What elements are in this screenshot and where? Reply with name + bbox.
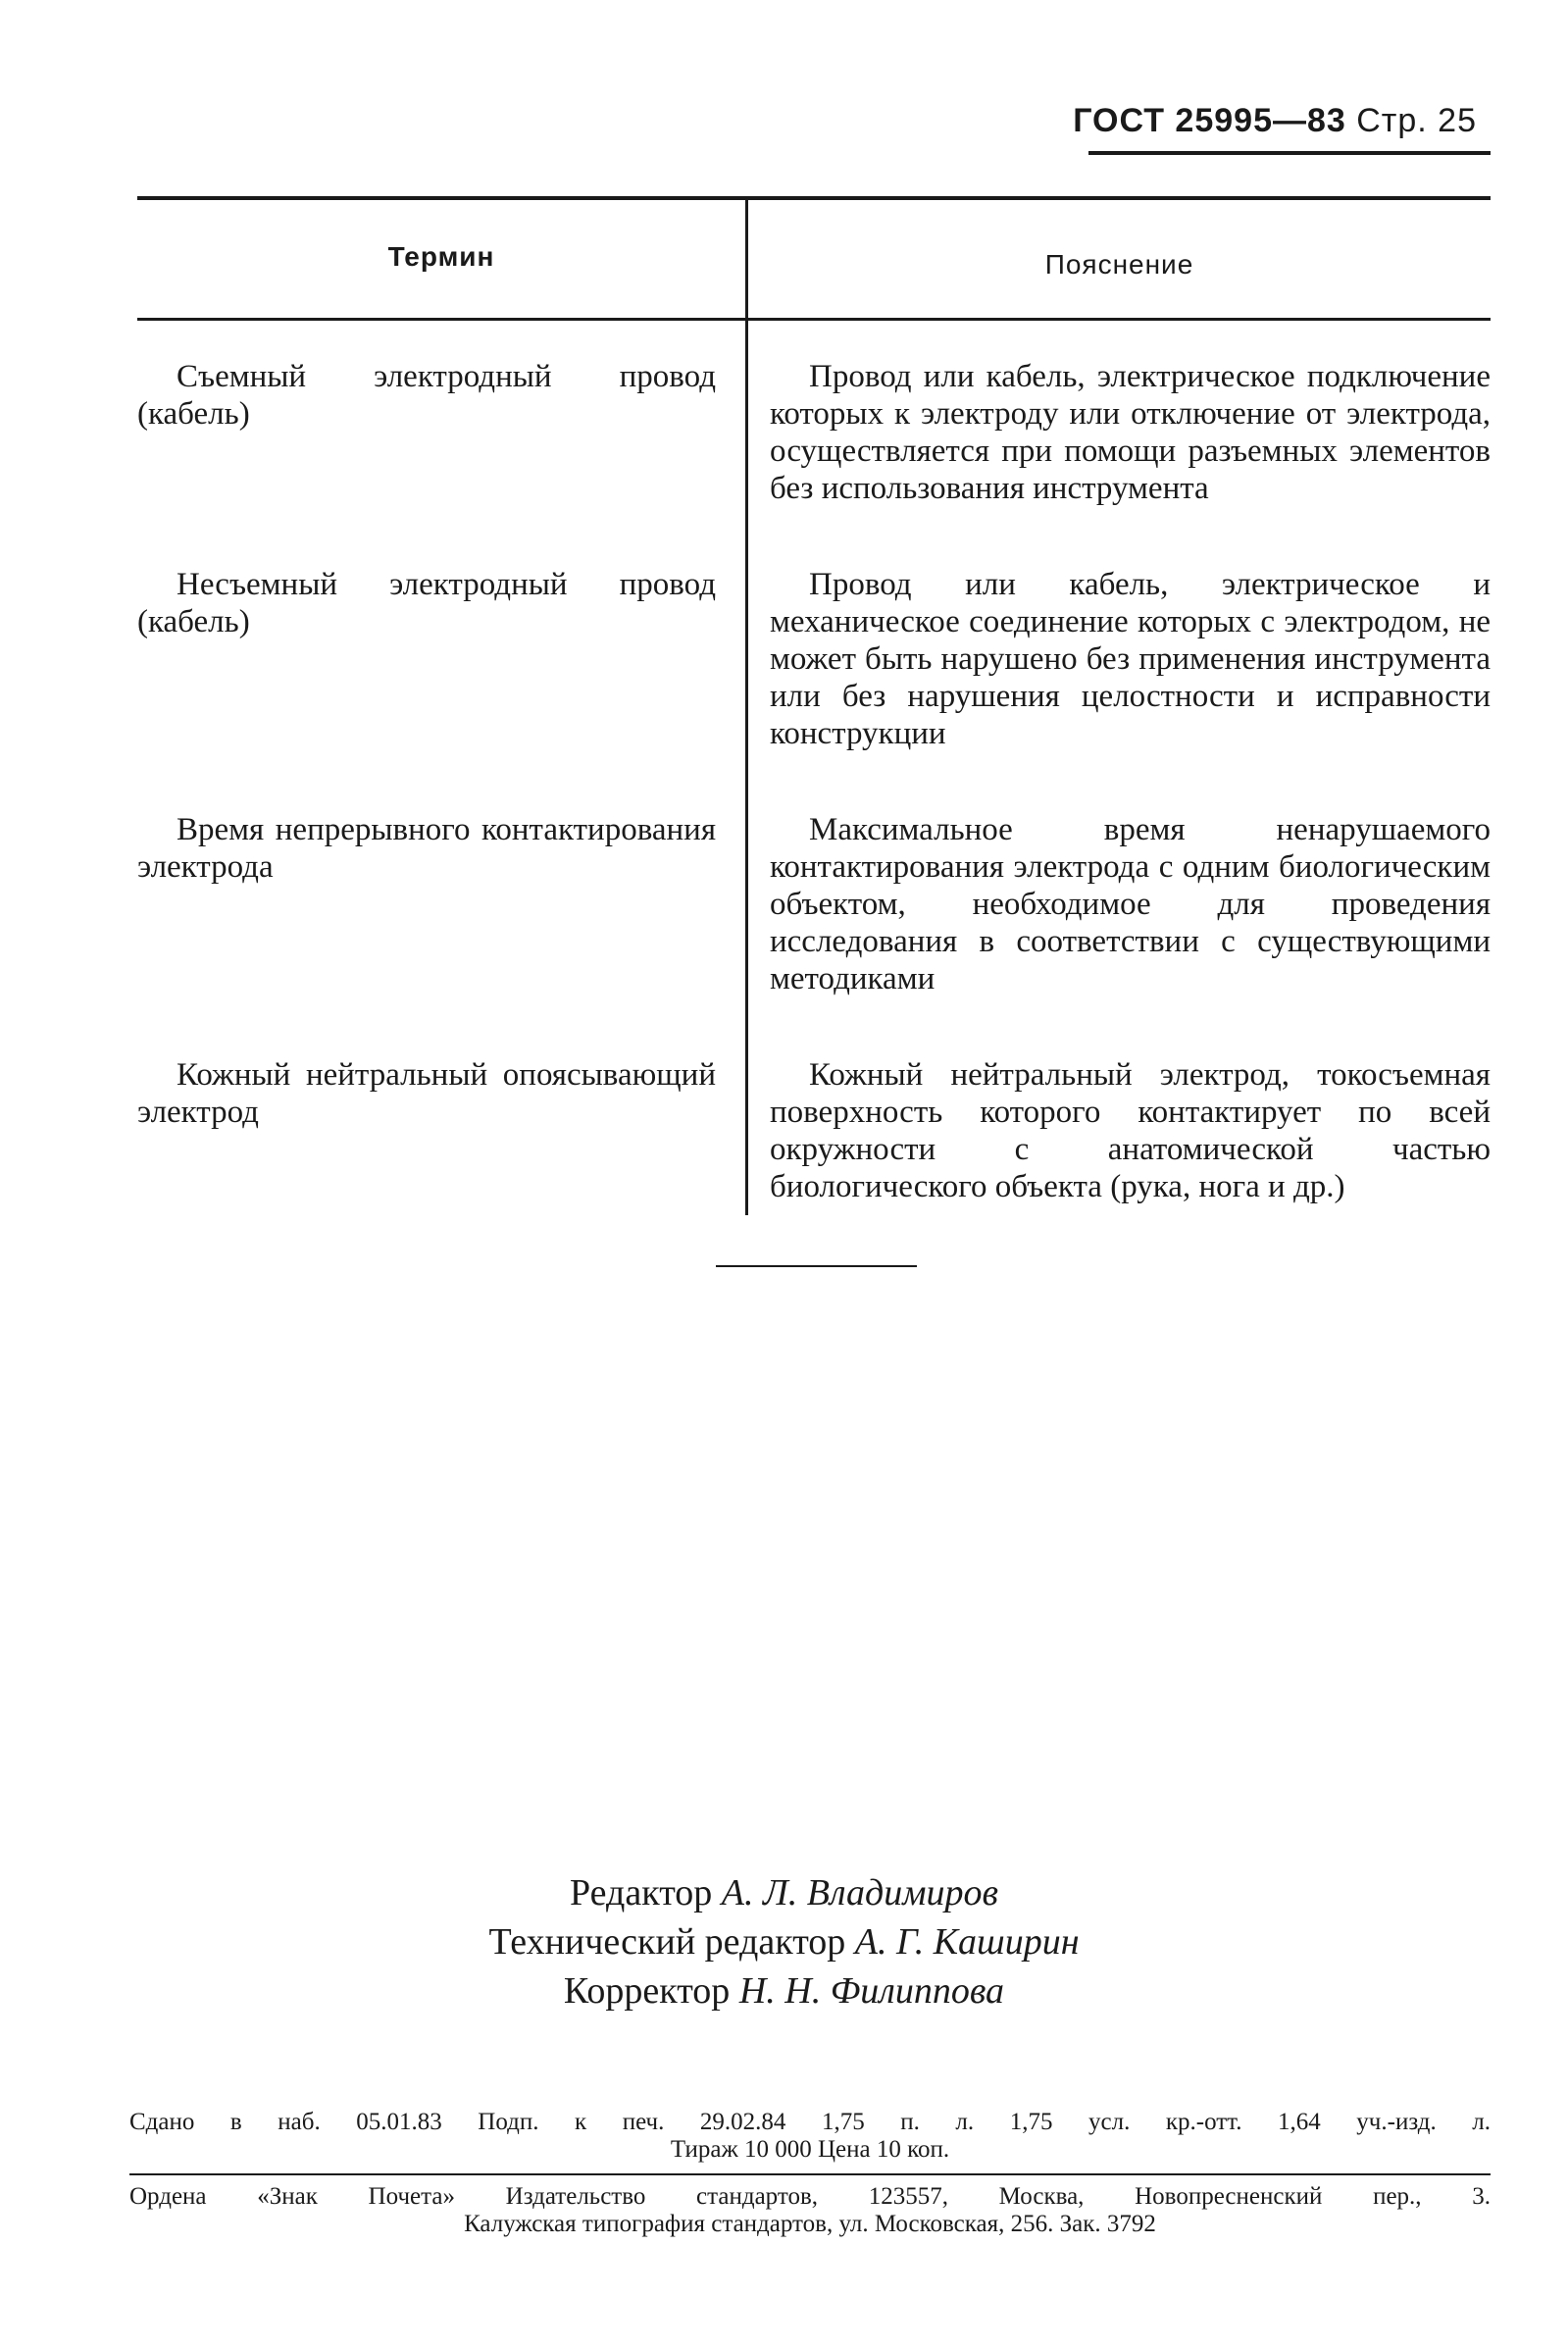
column-header-explanation: Пояснение [745, 200, 1491, 318]
end-separator [716, 1265, 917, 1267]
tech-editor-role: Технический редактор [488, 1921, 846, 1963]
imprint-line-1: Сдано в наб. 05.01.83 Подп. к печ. 29.02.84 1,75 п. л. 1,75 усл. кр.-отт. 1,64 уч.-изд. л. [129, 2109, 1491, 2135]
print-imprint [129, 2109, 1491, 2164]
explanation-text: Провод или кабель, электрическое и механическое соединение которых с электродом, не может быть нарушено без применения инструмента или без нарушения целостности и исправности конструкции [770, 567, 1491, 751]
tech-editor-name: А. Г. Каширин [854, 1921, 1080, 1963]
explanation-cell [745, 780, 1491, 1025]
publisher-line-1: Ордена «Знак Почета» Издательство стандартов, 123557, Москва, Новопресненский пер., 3. [129, 2183, 1491, 2210]
publisher-line-2: Калужская типография стандартов, ул. Московская, 256. Зак. 3792 [464, 2211, 1156, 2237]
tech-editor-line [0, 1917, 1568, 1966]
table-row [137, 321, 1491, 535]
term-text: Кожный нейтральный опоясывающий электрод [137, 1057, 716, 1130]
terms-table [137, 196, 1491, 1215]
term-cell [137, 535, 745, 780]
proofreader-line [0, 1966, 1568, 2015]
page-header [1073, 102, 1477, 140]
standard-number: ГОСТ 25995—83 [1073, 102, 1346, 139]
explanation-cell [745, 1025, 1491, 1215]
table-header [137, 200, 1491, 318]
column-header-term: Термин [387, 241, 495, 272]
explanation-cell [745, 535, 1491, 780]
credits-block [0, 1868, 1568, 2015]
table-row [137, 780, 1491, 1025]
proofreader-name: Н. Н. Филиппова [738, 1970, 1005, 2012]
editor-role: Редактор [570, 1872, 713, 1913]
term-cell [137, 321, 745, 535]
imprint-rule [129, 2173, 1491, 2175]
term-text: Время непрерывного контактирования электрода [137, 812, 716, 885]
imprint-line-2: Тираж 10 000 Цена 10 коп. [670, 2136, 950, 2163]
header-rule [1088, 151, 1491, 155]
term-cell [137, 1025, 745, 1215]
editor-line [0, 1868, 1568, 1917]
term-text: Съемный электродный провод (кабель) [137, 359, 716, 432]
table-row [137, 535, 1491, 780]
publisher-info [129, 2183, 1491, 2238]
editor-name: А. Л. Владимиров [721, 1872, 998, 1913]
explanation-cell [745, 321, 1491, 535]
explanation-text: Максимальное время ненарушаемого контактирования электрода с одним биологическим объектом, необходимое для проведения исследования в соответствии с существующими методиками [770, 812, 1491, 996]
proofreader-role: Корректор [563, 1970, 731, 2012]
explanation-text: Провод или кабель, электрическое подключение которых к электроду или отключение от электрода, осуществляется при помощи разъемных элементов без использования инструмента [770, 359, 1491, 506]
term-cell [137, 780, 745, 1025]
page-number: Стр. 25 [1356, 102, 1477, 139]
explanation-text: Кожный нейтральный электрод, токосъемная поверхность которого контактирует по всей окружности с анатомической частью биологического объекта (рука, нога и др.) [770, 1057, 1491, 1204]
table-body [137, 321, 1491, 1215]
term-text: Несъемный электродный провод (кабель) [137, 567, 716, 639]
table-row [137, 1025, 1491, 1215]
